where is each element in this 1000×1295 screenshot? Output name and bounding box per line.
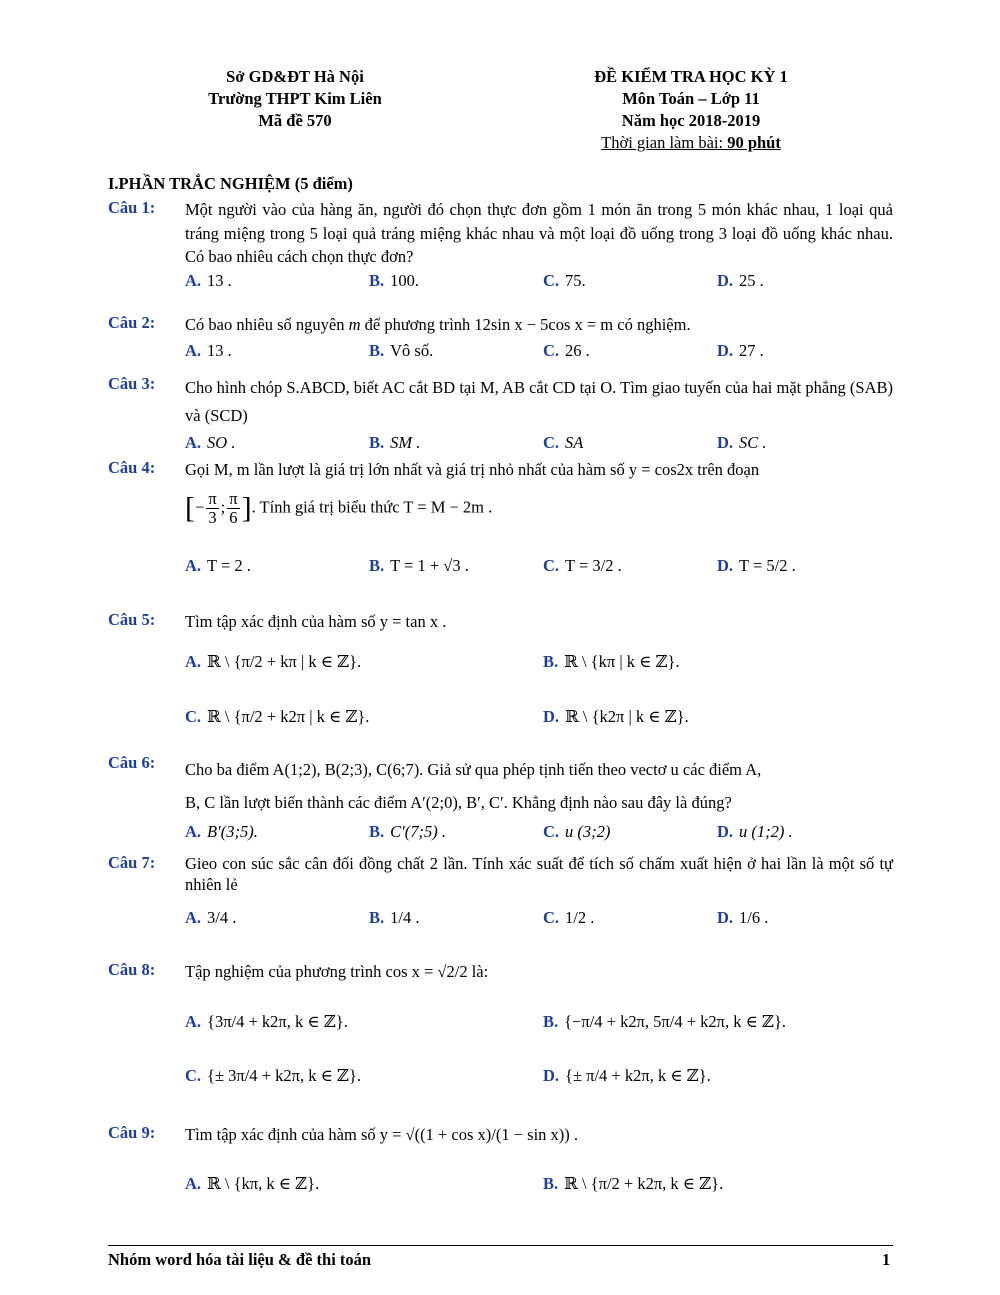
option-c: C. u (3;2) <box>543 822 611 841</box>
header-right <box>560 66 822 154</box>
option-c: C. {± 3π/4 + k2π, k ∈ ℤ}. <box>185 1066 362 1085</box>
option-a: A. 3/4 . <box>185 908 237 927</box>
option-b: B. ℝ \ {kπ | k ∈ ℤ}. <box>543 652 680 671</box>
option-b: B. SM . <box>369 433 421 452</box>
question-text: Một người vào của hàng ăn, người đó chọn thực đơn gồm 1 món ăn trong 5 món khác nhau, 1 loại quả tráng miệng trong 5 loại quả tráng miệng khác nhau và một loại đồ uống trong 3 loại đồ uống khác nhau. Có bao nhiêu cách chọn thực đơn? <box>185 200 893 266</box>
question-text: Tập nghiệm của phương trình cos x = √2/2 là: <box>185 962 489 981</box>
option-b: B. Vô số. <box>369 341 434 360</box>
question-label: Câu 1: <box>108 198 156 217</box>
question-1 <box>108 198 893 298</box>
section-title: I.PHẦN TRẮC NGHIỆM (5 điểm) <box>108 174 353 193</box>
page-number: 1 <box>882 1250 891 1269</box>
interval: [− $\frac{\pi}{3}$ ; $\frac{\pi}{6}$ ]. Tính giá trị biểu thức T = M − 2m . <box>185 489 493 527</box>
footer-divider <box>108 1245 893 1246</box>
option-b: B. ℝ \ {π/2 + k2π, k ∈ ℤ}. <box>543 1174 724 1193</box>
header-left <box>180 66 410 132</box>
option-c: C. T = 3/2 . <box>543 556 622 575</box>
question-label: Câu 2: <box>108 313 156 332</box>
question-text: Tìm tập xác định của hàm số y = tan x . <box>185 612 447 631</box>
question-label: Câu 3: <box>108 374 156 393</box>
question-text: Tìm tập xác định của hàm số y = √((1 + cos x)/(1 − sin x)) . <box>185 1125 579 1144</box>
option-d: D. 27 . <box>717 341 764 360</box>
school-name: Trường THPT Kim Liên <box>208 89 382 108</box>
question-label: Câu 8: <box>108 960 156 979</box>
exam-code: Mã đề 570 <box>258 111 332 130</box>
exam-title: ĐỀ KIỂM TRA HỌC KỲ 1 <box>594 67 788 86</box>
footer-text: Nhóm word hóa tài liệu & đề thi toán <box>108 1250 372 1269</box>
question-label: Câu 4: <box>108 458 156 477</box>
option-c: C. 1/2 . <box>543 908 595 927</box>
question-text: Gọi M, m lần lượt là giá trị lớn nhất và giá trị nhỏ nhất của hàm số y = cos2x trên đoạn <box>185 460 760 479</box>
option-a: A. 13 . <box>185 341 232 360</box>
option-a: A. SO . <box>185 433 236 452</box>
question-text: Cho hình chóp S.ABCD, biết AC cắt BD tại M, AB cắt CD tại O. Tìm giao tuyến của hai mặt phẳng (SAB) và (SCD) <box>185 378 893 425</box>
option-d: D. T = 5/2 . <box>717 556 796 575</box>
option-d: D. 1/6 . <box>717 908 769 927</box>
question-text: Cho ba điểm A(1;2), B(2;3), C(6;7). Giả sử qua phép tịnh tiến theo vectơ u các điểm A, B, C lần lượt biến thành các điểm A′(2;0), B′, C′. Khẳng định nào sau đây là đúng? <box>185 760 762 812</box>
option-a: A. ℝ \ {kπ, k ∈ ℤ}. <box>185 1174 320 1193</box>
question-5 <box>108 610 893 740</box>
option-d: D. {± π/4 + k2π, k ∈ ℤ}. <box>543 1066 711 1085</box>
question-2 <box>108 313 893 363</box>
question-8 <box>108 960 893 1100</box>
option-a: A. 13 . <box>185 271 232 290</box>
question-text: Gieo con súc sắc cân đối đồng chất 2 lần. Tính xác suất để tích số chấm xuất hiện ở hai lần là một số tự nhiên lẻ <box>185 854 893 894</box>
option-c: C. SA <box>543 433 584 452</box>
question-text: Có bao nhiêu số nguyên m để phương trình 12sin x − 5cos x = m có nghiệm. <box>185 315 691 334</box>
question-label: Câu 7: <box>108 853 156 872</box>
option-a: A. {3π/4 + k2π, k ∈ ℤ}. <box>185 1012 348 1031</box>
option-b: B. T = 1 + √3 . <box>369 556 469 575</box>
question-label: Câu 5: <box>108 610 156 629</box>
option-a: A. B′(3;5). <box>185 822 258 841</box>
dept-name: Sở GD&ĐT Hà Nội <box>226 67 364 86</box>
option-c: C. 26 . <box>543 341 590 360</box>
subject: Môn Toán – Lớp 11 <box>622 89 760 108</box>
option-a: A. ℝ \ {π/2 + kπ | k ∈ ℤ}. <box>185 652 362 671</box>
question-3 <box>108 374 893 454</box>
question-label: Câu 9: <box>108 1123 156 1142</box>
option-b: B. {−π/4 + k2π, 5π/4 + k2π, k ∈ ℤ}. <box>543 1012 787 1031</box>
option-d: D. 25 . <box>717 271 764 290</box>
option-d: D. ℝ \ {k2π | k ∈ ℤ}. <box>543 707 689 726</box>
option-b: B. 1/4 . <box>369 908 420 927</box>
option-c: C. ℝ \ {π/2 + k2π | k ∈ ℤ}. <box>185 707 370 726</box>
option-d: D. u (1;2) . <box>717 822 793 841</box>
option-a: A. T = 2 . <box>185 556 251 575</box>
question-7 <box>108 853 893 943</box>
question-6 <box>108 753 893 848</box>
option-b: B. C′(7;5) . <box>369 822 446 841</box>
question-label: Câu 6: <box>108 753 156 772</box>
question-4 <box>108 458 893 588</box>
option-d: D. SC . <box>717 433 767 452</box>
school-year: Năm học 2018-2019 <box>621 111 761 130</box>
option-c: C. 75. <box>543 271 586 290</box>
option-b: B. 100. <box>369 271 420 290</box>
time-limit: Thời gian làm bài: 90 phút <box>601 133 781 152</box>
question-9 <box>108 1123 893 1213</box>
